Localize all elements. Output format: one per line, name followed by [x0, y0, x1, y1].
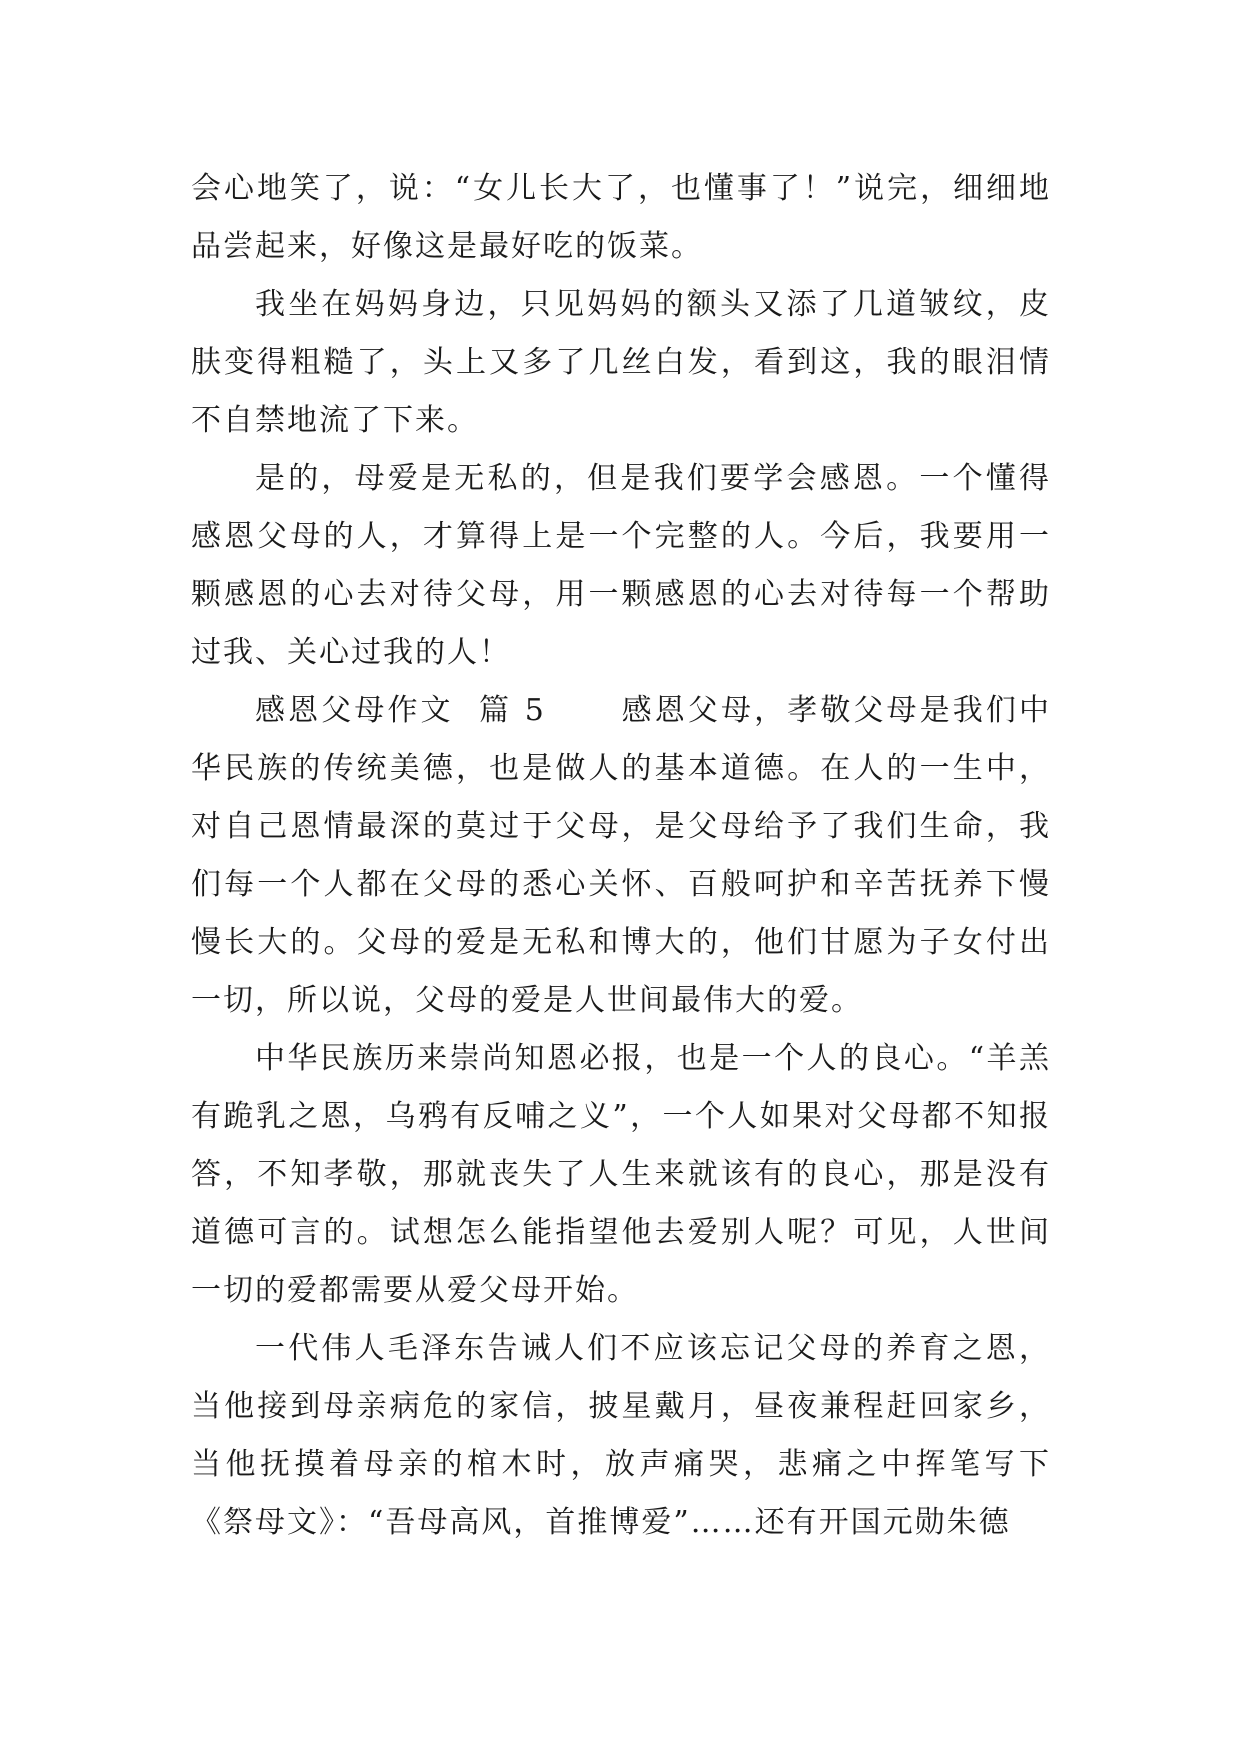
paragraph-1: 会心地笑了，说：“女儿长大了，也懂事了！”说完，细细地品尝起来，好像这是最好吃的饭菜。: [191, 171, 1051, 264]
paragraph-6: 一代伟人毛泽东告诫人们不应该忘记父母的养育之恩，当他接到母亲病危的家信，披星戴月，昼夜兼程赶回家乡，当他抚摸着母亲的棺木时，放声痛哭，悲痛之中挥笔写下《祭母文》：“吾母高风，首推博爱”……还有开国元勋朱德: [191, 1331, 1051, 1540]
essay-body: [191, 160, 1051, 1552]
paragraph-4-essay-5-start: 感恩父母作文 篇 5 感恩父母，孝敬父母是我们中华民族的传统美德，也是做人的基本道德。在人的一生中，对自己恩情最深的莫过于父母，是父母给予了我们生命，我们每一个人都在父母的悉心关怀、百般呵护和辛苦抚养下慢慢长大的。父母的爱是无私和博大的，他们甘愿为子女付出一切，所以说，父母的爱是人世间最伟大的爱。: [191, 693, 1051, 1018]
paragraph-3: 是的，母爱是无私的，但是我们要学会感恩。一个懂得感恩父母的人，才算得上是一个完整的人。今后，我要用一颗感恩的心去对待父母，用一颗感恩的心去对待每一个帮助过我、关心过我的人！: [191, 461, 1051, 670]
paragraph-2: 我坐在妈妈身边，只见妈妈的额头又添了几道皱纹，皮肤变得粗糙了，头上又多了几丝白发，看到这，我的眼泪情不自禁地流了下来。: [191, 287, 1051, 438]
paragraph-5: 中华民族历来崇尚知恩必报，也是一个人的良心。“羊羔有跪乳之恩，乌鸦有反哺之义”，一个人如果对父母都不知报答，不知孝敬，那就丧失了人生来就该有的良心，那是没有道德可言的。试想怎么能指望他去爱别人呢？可见，人世间一切的爱都需要从爱父母开始。: [191, 1041, 1051, 1308]
